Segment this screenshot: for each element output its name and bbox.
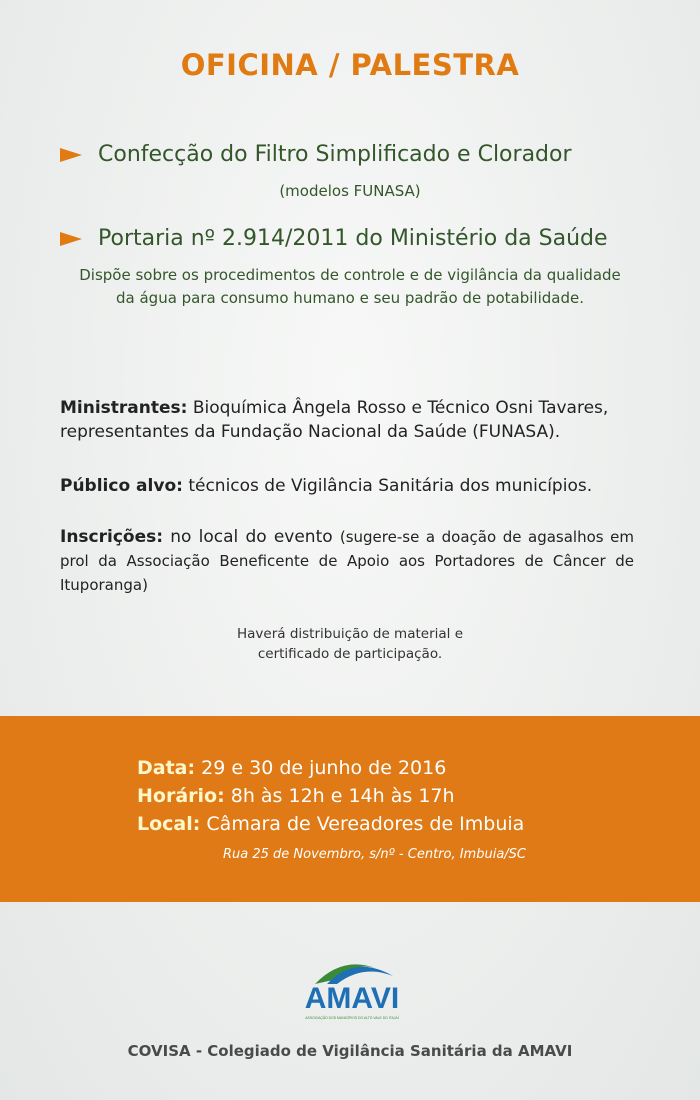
event-time-value: 8h às 12h e 14h às 17h — [230, 785, 455, 807]
event-address: Rua 25 de Novembro, s/nº - Centro, Imbuia/SC — [223, 847, 526, 862]
event-info-band — [0, 716, 700, 902]
item-filtro-sub: (modelos FUNASA) — [279, 182, 421, 200]
publico-alvo — [60, 474, 634, 498]
item-portaria-sub — [40, 264, 660, 310]
event-date-label: Data: — [137, 757, 196, 779]
event-place-label: Local: — [137, 813, 201, 835]
inscricoes — [60, 525, 634, 597]
amavi-logo — [297, 954, 407, 1024]
inscricoes-note: (sugere-se a doação de agasalhos em prol da Associação Beneficente de Apoio aos Portadores de Câncer de Ituporanga) — [60, 528, 634, 594]
item-portaria-sub-line2: da água para consumo humano e seu padrão de potabilidade. — [116, 289, 584, 307]
item-filtro — [60, 142, 660, 167]
logo-wordmark: AMAVI — [304, 982, 400, 1015]
inscricoes-text: no local do evento — [170, 527, 333, 547]
event-date-value: 29 e 30 de junho de 2016 — [201, 757, 447, 779]
ministrantes — [60, 396, 634, 444]
distribution-note-line2: certificado de participação. — [257, 646, 443, 662]
event-place — [137, 813, 524, 835]
item-portaria-sub-line1: Dispõe sobre os procedimentos de controle e de vigilância da qualidade — [79, 266, 621, 284]
logo-tagline: ASSOCIAÇÃO DOS MUNICÍPIOS DO ALTO VALE DO ITAJAÍ — [305, 1016, 399, 1020]
ministrantes-text: Bioquímica Ângela Rosso e Técnico Osni Tavares, representantes da Fundação Nacional da Saúde (FUNASA). — [60, 398, 609, 442]
distribution-note-line1: Haverá distribuição de material e — [236, 626, 463, 642]
arrow-bullet-icon — [60, 232, 82, 246]
event-time-label: Horário: — [137, 785, 225, 807]
page-title: OFICINA / PALESTRA — [180, 48, 520, 82]
event-time — [137, 785, 455, 807]
event-place-value: Câmara de Vereadores de Imbuia — [206, 813, 525, 835]
distribution-note — [0, 624, 700, 664]
item-portaria — [60, 226, 660, 251]
item-portaria-heading: Portaria nº 2.914/2011 do Ministério da Saúde — [98, 226, 608, 251]
item-filtro-heading: Confecção do Filtro Simplificado e Clorador — [98, 142, 572, 167]
publico-label: Público alvo: — [60, 476, 183, 496]
publico-text: técnicos de Vigilância Sanitária dos municípios. — [188, 476, 593, 496]
ministrantes-label: Ministrantes: — [60, 398, 188, 418]
footer-text: COVISA - Colegiado de Vigilância Sanitária da AMAVI — [127, 1042, 573, 1060]
event-date — [137, 757, 446, 779]
inscricoes-label: Inscrições: — [60, 527, 164, 547]
arrow-bullet-icon — [60, 148, 82, 162]
